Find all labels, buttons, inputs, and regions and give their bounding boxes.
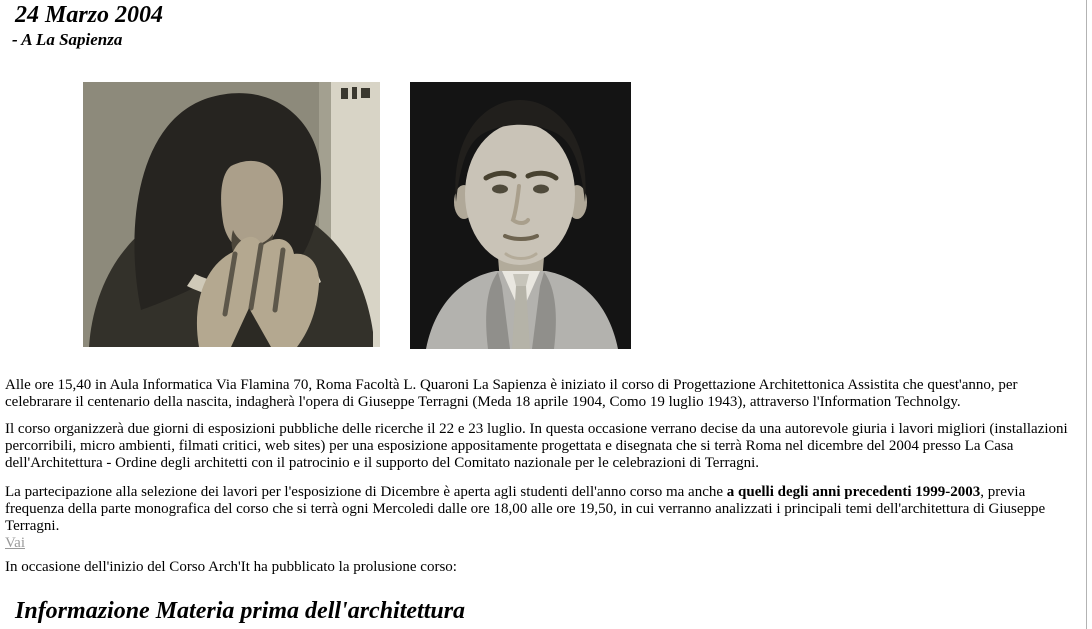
page-right-border <box>1086 0 1087 629</box>
photo-man-hands-clasped <box>83 82 380 347</box>
prolusione-title: Informazione Materia prima dell'architettura <box>15 598 466 624</box>
participation-text-before: La partecipazione alla selezione dei lavori per l'esposizione di Dicembre è aperta agli studenti dell'anno corso ma anche <box>5 484 727 500</box>
paragraph-expositions: Il corso organizzerà due giorni di esposizioni pubbliche delle ricerche il 22 e 23 luglio. In questa occasione verrano decise da una autorevole giuria i lavori migliori (installazioni percorribili, micro ambienti, filmati critici, web sites) per una esposizione appositamente progettata e disegnata che si terrà Roma nel dicembre del 2004 presso La Casa dell'Architettura - Ordine degli architetti con il patrocinio e il supporto del Comitato nazionale per le celebrazioni di Terragni. <box>5 421 1068 471</box>
photo-terragni-portrait-image <box>410 82 631 349</box>
paragraph-course-start: Alle ore 15,40 in Aula Informatica Via Flamina 70, Roma Facoltà L. Quaroni La Sapienza è iniziato il corso di Progettazione Architettonica Assistita che quest'anno, per celebrarare il centenario della nascita, indagherà l'opera di Giuseppe Terragni (Meda 18 aprile 1904, Como 19 luglio 1943), attraverso l'Information Technolgy. <box>5 377 1018 410</box>
location-subheading: - A La Sapienza <box>12 30 123 49</box>
photo-man-hands-clasped-image <box>83 82 380 347</box>
participation-bold-years: a quelli degli anni precedenti 1999-2003 <box>726 484 981 500</box>
participation-text-after: , previa frequenza della parte monografica del corso che si terrà ogni Mercoledi dalle ore 18,00 alle ore 19,50, in cui verranno analizzati i principali temi dell'architettura di Giuseppe Terragni. <box>5 484 1046 534</box>
photo-corner-marks <box>341 87 370 99</box>
vai-link[interactable]: Vai <box>5 535 25 551</box>
paragraph-participation <box>5 484 1086 552</box>
date-heading: 24 Marzo 2004 <box>15 2 164 28</box>
photo-terragni-portrait <box>410 82 631 349</box>
paragraph-prolusione: In occasione dell'inizio del Corso Arch'It ha pubblicato la prolusione corso: <box>5 559 457 575</box>
photos-row <box>83 82 1086 349</box>
